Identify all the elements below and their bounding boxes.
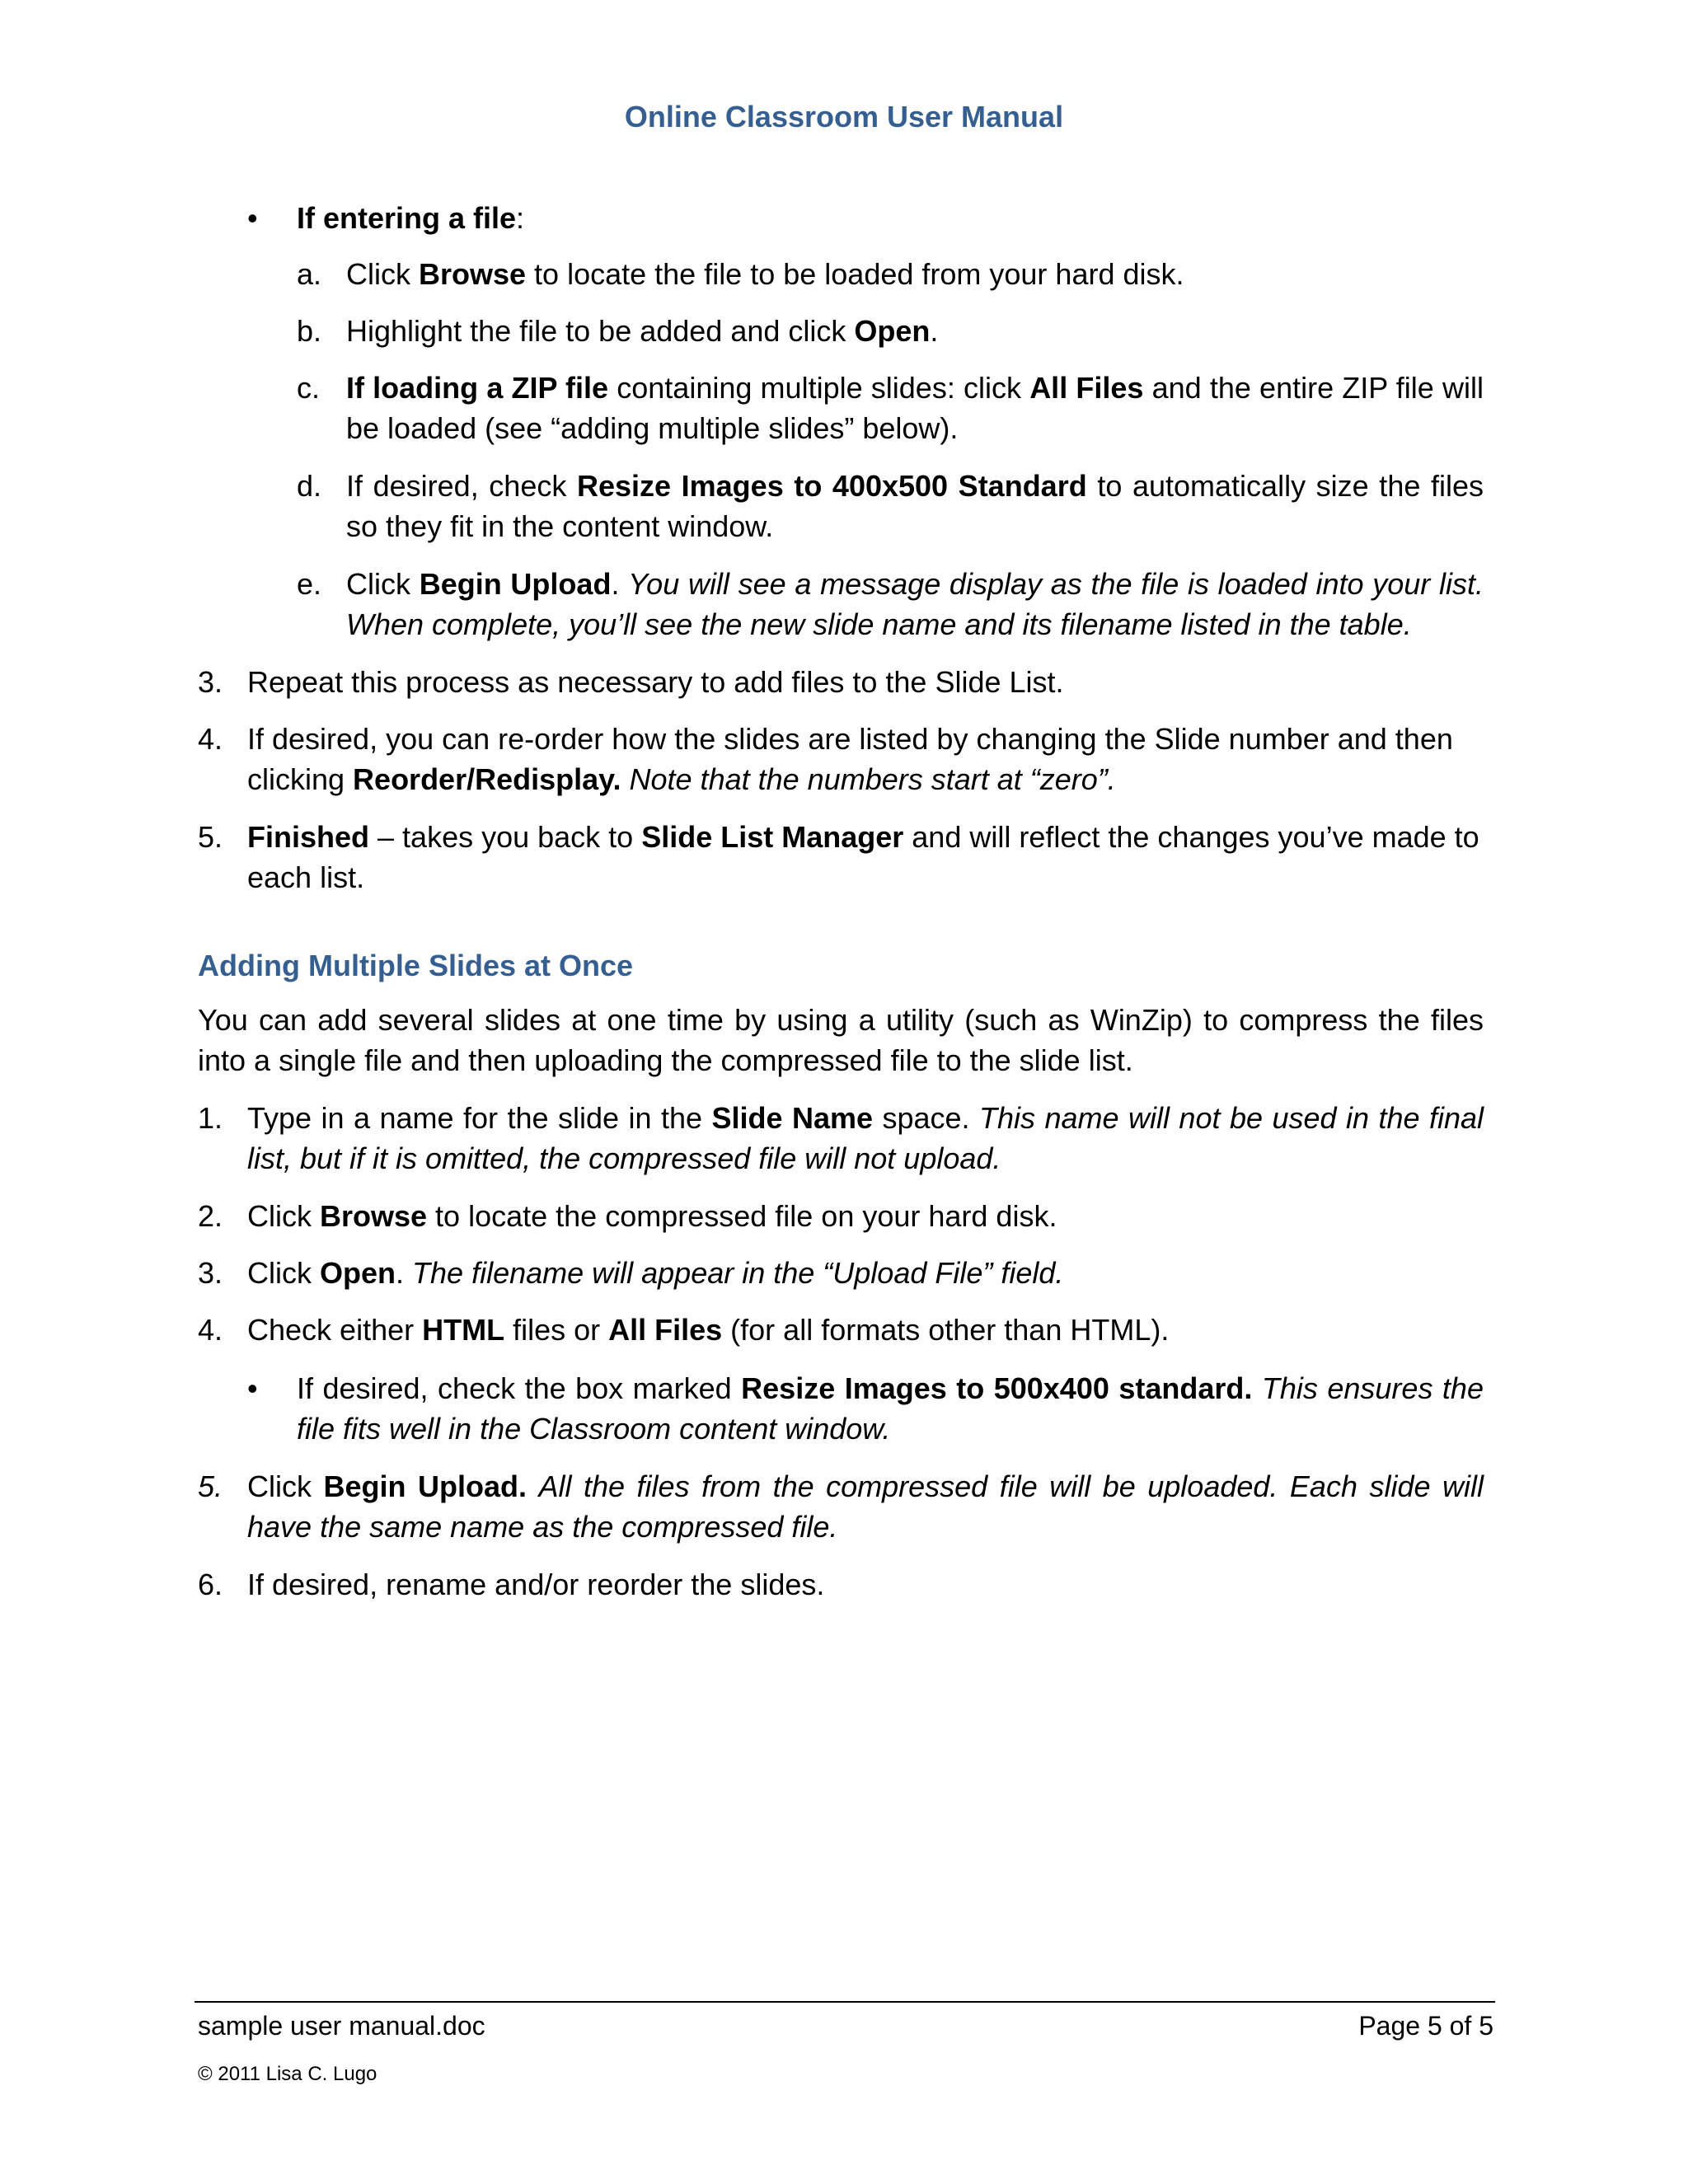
step-marker: 3. (198, 1256, 223, 1290)
reorder-term: Reorder/Redisplay. (353, 762, 621, 796)
step-text (527, 1469, 539, 1503)
multi-step-5 (198, 1466, 1484, 1547)
step-text: and will reflect the changes you’ve made to each list. (247, 820, 1479, 894)
footer-page-number: Page 5 of 5 (1358, 2011, 1493, 2041)
open-term: Open (854, 314, 931, 348)
resize-images-term: Resize Images to 500x400 standard. (741, 1371, 1253, 1405)
substep-d (297, 466, 1484, 546)
substep-a (297, 254, 1484, 294)
begin-upload-term: Begin Upload. (323, 1469, 527, 1503)
substep-marker: c. (297, 371, 321, 405)
step-marker: 5. (198, 1469, 223, 1503)
zip-file-term: If loading a ZIP file (346, 371, 609, 405)
substep-note: You will see a message display as the file is loaded into your list. When complete, you’ll see the new slide name and its filename listed in the table. (346, 567, 1484, 641)
substep-text: to automatically size the files so they fit in the content window. (346, 469, 1484, 543)
step-5 (198, 817, 1484, 898)
substep-text: Highlight the file to be added and click (346, 314, 855, 348)
step-3 (198, 662, 1484, 702)
substep-text: and the entire ZIP file will be loaded (see “adding multiple slides” below). (346, 371, 1484, 445)
step-note: This ensures the file fits well in the Classroom content window. (297, 1371, 1484, 1446)
step-text: (for all formats other than HTML). (722, 1313, 1170, 1347)
step-marker: 5. (198, 820, 223, 854)
bullet-marker: • (247, 1371, 258, 1405)
step-text: If desired, you can re-order how the slides are listed by changing the Slide number and then clicking (247, 722, 1453, 796)
step-text: to locate the compressed file on your hard disk. (427, 1199, 1057, 1233)
multi-step-4 (198, 1310, 1484, 1350)
substep-text: Click (346, 567, 420, 601)
step-note: The filename will appear in the “Upload File” field. (412, 1256, 1064, 1290)
step-text: Click (247, 1199, 320, 1233)
multi-step-6 (198, 1564, 1484, 1605)
entering-file-bullet (247, 198, 1467, 238)
step-text: Check either (247, 1313, 423, 1347)
step-text: If desired, check the box marked (297, 1371, 742, 1405)
step-marker: 4. (198, 722, 223, 756)
step-marker: 4. (198, 1313, 223, 1347)
step-note: All the files from the compressed file will be uploaded. Each slide will have the same name as the compressed file. (247, 1469, 1484, 1544)
begin-upload-term: Begin Upload (419, 567, 612, 601)
footer-filename: sample user manual.doc (198, 2011, 485, 2041)
intro-text: You can add several slides at one time by using a utility (such as WinZip) to compress the files into a single file and then uploading the compressed file to the slide list. (198, 1003, 1484, 1077)
step-marker: 3. (198, 665, 223, 699)
substep-e (297, 564, 1484, 644)
step-text (621, 762, 630, 796)
all-files-term: All Files (1029, 371, 1144, 405)
substep-text: containing multiple slides: click (608, 371, 1030, 405)
slide-name-term: Slide Name (711, 1101, 873, 1135)
step-text: space. (873, 1101, 979, 1135)
step-text: Click (247, 1256, 320, 1290)
browse-term: Browse (320, 1199, 428, 1233)
step-text: Click (247, 1469, 324, 1503)
step-text: – takes you back to (369, 820, 642, 854)
substep-text: . (611, 567, 629, 601)
substep-text: If desired, check (346, 469, 577, 503)
slide-list-manager-term: Slide List Manager (641, 820, 904, 854)
step-text: If desired, rename and/or reorder the slides. (247, 1568, 825, 1601)
substep-marker: e. (297, 567, 322, 601)
step-text: Type in a name for the slide in the (247, 1101, 712, 1135)
substep-marker: a. (297, 257, 322, 291)
section-intro (198, 1000, 1484, 1080)
multi-step-2 (198, 1196, 1484, 1236)
substep-b (297, 311, 1484, 351)
substep-marker: d. (297, 469, 322, 503)
step-text: files or (504, 1313, 609, 1347)
open-term: Open (320, 1256, 396, 1290)
step-text: . (396, 1256, 413, 1290)
step-marker: 2. (198, 1199, 223, 1233)
finished-term: Finished (247, 820, 370, 854)
multi-step-3 (198, 1253, 1484, 1293)
multi-step-4-bullet (247, 1368, 1484, 1449)
step-marker: 6. (198, 1568, 223, 1601)
step-marker: 1. (198, 1101, 223, 1135)
substep-marker: b. (297, 314, 322, 348)
resize-images-term: Resize Images to 400x500 Standard (576, 469, 1087, 503)
substep-text: . (930, 314, 939, 348)
step-4 (198, 719, 1484, 799)
step-text (1252, 1371, 1261, 1405)
entering-file-label: If entering a file (297, 201, 517, 235)
step-note: This name will not be used in the final list, but if it is omitted, the compressed file will not upload. (247, 1101, 1484, 1175)
substep-text: to locate the file to be loaded from your hard disk. (526, 257, 1184, 291)
step-note: Note that the numbers start at “zero”. (629, 762, 1116, 796)
all-files-term: All Files (608, 1313, 723, 1347)
footer-copyright: © 2011 Lisa C. Lugo (198, 2063, 377, 2085)
substep-c (297, 368, 1484, 448)
page-header-title: Online Classroom User Manual (624, 100, 1064, 134)
html-term: HTML (422, 1313, 505, 1347)
footer-rule (195, 2001, 1495, 2003)
browse-term: Browse (419, 257, 527, 291)
entering-file-colon: : (516, 201, 525, 235)
multi-step-1 (198, 1098, 1484, 1179)
step-text: Repeat this process as necessary to add files to the Slide List. (247, 665, 1064, 699)
substep-text: Click (346, 257, 419, 291)
bullet-marker: • (247, 201, 258, 235)
section-heading: Adding Multiple Slides at Once (198, 949, 634, 982)
